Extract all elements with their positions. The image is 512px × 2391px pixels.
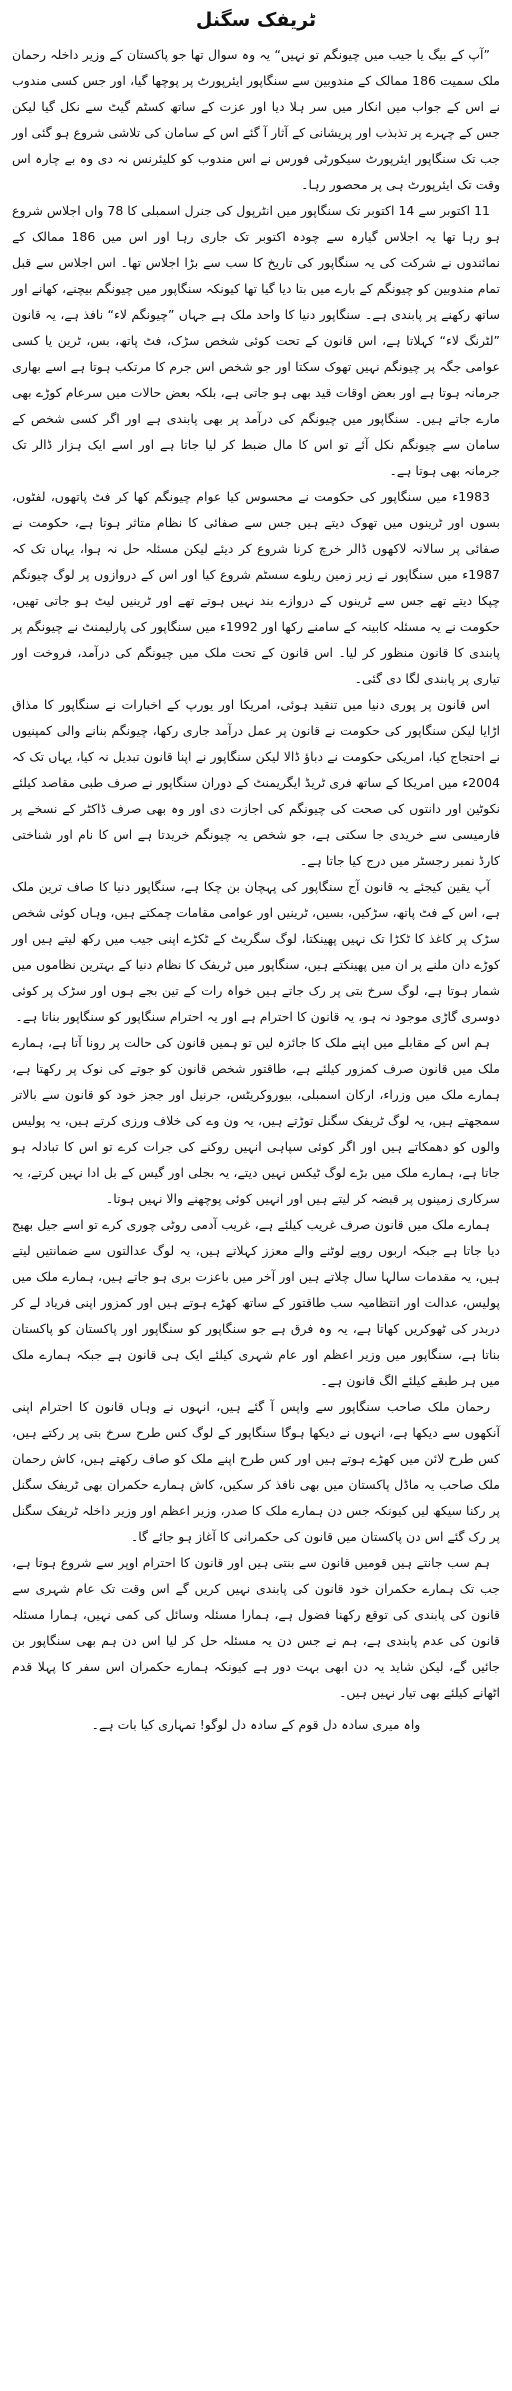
article-paragraph: اس قانون پر پوری دنیا میں تنقید ہوئی، امریکا اور یورپ کے اخبارات نے سنگاپور کا مذاق اڑایا لیکن سنگاپور کی حکومت نے قانون پر عمل درآمد جاری رکھا، چیونگم بنانے والی کمپنیوں نے احتجاج کیا، امریکی حکومت نے دباؤ ڈالا لیکن سنگاپور نے اپنا قانون تبدیل نہ کیا، یہاں تک کہ 2004ء میں امریکا کے ساتھ فری ٹریڈ ایگریمنٹ کے دوران سنگاپور نے صرف طبی مقاصد کیلئے نکوٹین اور دانتوں کی صحت کی چیونگم کی اجازت دی اور وہ بھی صرف ڈاکٹر کے نسخے پر فارمیسی سے خریدی جا سکتی ہے، جو شخص یہ چیونگم خریدتا ہے اس کا نام اور شناختی کارڈ نمبر رجسٹر میں درج کیا جاتا ہے۔ bbox=[12, 697, 500, 868]
article-paragraph: 11 اکتوبر سے 14 اکتوبر تک سنگاپور میں انٹرپول کی جنرل اسمبلی کا 78 واں اجلاس شروع ہو رہا تھا یہ اجلاس گیارہ سے چودہ اکتوبر تک جاری رہا اور اس میں 186 ممالک کے نمائندوں نے شرکت کی یہ سنگاپور کی تاریخ کا سب سے بڑا اجلاس تھا۔ اس اجلاس سے قبل تمام مندوبین کو چیونگم کے بارے میں بتا دیا گیا تھا کیونکہ سنگاپور میں چیونگم بیچنے، کھانے اور ساتھ رکھنے پر پابندی ہے۔ سنگاپور دنیا کا واحد ملک ہے جہاں ”چیونگم لاء“ نافذ ہے، یہ قانون ”لٹرنگ لاء“ کہلاتا ہے، اس قانون کے تحت کوئی شخص سڑک، فٹ پاتھ، بس، ٹرین یا کسی عوامی جگہ پر چیونگم نہیں تھوک سکتا اور جو شخص اس جرم کا مرتکب ہوتا ہے اسے بھاری جرمانہ ہوتا ہے اور بعض اوقات قید بھی ہو جاتی ہے، بلکہ بعض حالات میں سرعام کوڑے بھی مارے جاتے ہیں۔ سنگاپور میں چیونگم کی درآمد پر بھی پابندی ہے اور اگر کسی شخص کے سامان سے چیونگم نکل آئے تو اس کا مال ضبط کر لیا جاتا ہے اور اسے ایک ہزار ڈالر تک جرمانہ بھی ہوتا ہے۔ bbox=[12, 203, 500, 478]
article-paragraph: رحمان ملک صاحب سنگاپور سے واپس آ گئے ہیں، انہوں نے وہاں قانون کا احترام اپنی آنکھوں سے دیکھا ہے، انہوں نے دیکھا ہوگا سنگاپور کے لوگ کس طرح سرخ بتی پر رکتے ہیں، کس طرح لائن میں کھڑے ہوتے ہیں اور کس طرح اپنے ملک کو صاف رکھتے ہیں، کاش رحمان ملک صاحب یہ ماڈل پاکستان میں بھی نافذ کر سکیں، کاش ہمارے حکمران بھی ٹریفک سگنل پر رکنا سیکھ لیں کیونکہ جس دن ہمارے ملک کا صدر، وزیر اعظم اور وزیر داخلہ ٹریفک سگنل پر رک گئے اس دن پاکستان میں قانون کی حکمرانی کا آغاز ہو جائے گا۔ bbox=[12, 1399, 500, 1544]
article-title: ٹریفک سگنل bbox=[195, 9, 317, 31]
article-paragraph: ہم اس کے مقابلے میں اپنے ملک کا جائزہ لیں تو ہمیں قانون کی حالت پر رونا آتا ہے، ہمارے ملک میں قانون صرف کمزور کیلئے ہے، طاقتور شخص قانون کو جوتے کی نوک پر رکھتا ہے، ہمارے ملک میں وزراء، ارکان اسمبلی، بیوروکریٹس، جرنیل اور ججز خود کو قانون سے بالاتر سمجھتے ہیں، یہ لوگ ٹریفک سگنل توڑتے ہیں، یہ ون وے کی خلاف ورزی کرتے ہیں، یہ پولیس والوں کو دھمکاتے ہیں اور اگر کوئی سپاہی انہیں روکنے کی جرات کرے تو اس کا تبادلہ ہو جاتا ہے، ہمارے ملک میں بڑے لوگ ٹیکس نہیں دیتے، یہ بجلی اور گیس کے بل ادا نہیں کرتے، یہ سرکاری زمینوں پر قبضہ کر لیتے ہیں اور انہیں کوئی پوچھنے والا نہیں ہوتا۔ bbox=[12, 1035, 500, 1206]
article-paragraph: ہمارے ملک میں قانون صرف غریب کیلئے ہے، غریب آدمی روٹی چوری کرے تو اسے جیل بھیج دیا جاتا ہے جبکہ اربوں روپے لوٹنے والے معزز کہلاتے ہیں، یہ لوگ عدالتوں سے ضمانتیں لیتے ہیں، یہ مقدمات سالہا سال چلاتے ہیں اور آخر میں باعزت بری ہو جاتے ہیں، ہمارے ملک میں پولیس، عدالت اور انتظامیہ سب طاقتور کے ساتھ کھڑے ہوتے ہیں اور کمزور اپنی فریاد لے کر دربدر کی ٹھوکریں کھاتا ہے، یہ وہ فرق ہے جو سنگاپور کو سنگاپور اور پاکستان کو پاکستان بناتا ہے، سنگاپور میں وزیر اعظم اور عام شہری کیلئے ایک ہی قانون ہے جبکہ ہمارے ملک میں ہر طبقے کیلئے الگ قانون ہے۔ bbox=[12, 1217, 500, 1388]
article-paragraph: 1983ء میں سنگاپور کی حکومت نے محسوس کیا عوام چیونگم کھا کر فٹ پاتھوں، لفٹوں، بسوں اور ٹرینوں میں تھوک دیتے ہیں جس سے صفائی کا نظام متاثر ہوتا ہے، حکومت نے صفائی پر سالانہ لاکھوں ڈالر خرچ کرنا شروع کر دیئے لیکن مسئلہ حل نہ ہوا، یہاں تک کہ 1987ء میں سنگاپور نے زیر زمین ریلوے سسٹم شروع کیا اور اس کے دروازوں پر لوگ چیونگم چپکا دیتے تھے جس سے ٹرینوں کے دروازے بند نہیں ہوتے تھے اور ٹرینیں لیٹ ہو جاتی تھیں، حکومت نے یہ مسئلہ کابینہ کے سامنے رکھا اور 1992ء میں سنگاپور کی پارلیمنٹ نے چیونگم پر پابندی کا قانون منظور کر لیا۔ اس قانون کے تحت ملک میں چیونگم کی درآمد، فروخت اور تیاری پر پابندی لگا دی گئی۔ bbox=[12, 489, 500, 686]
article-paragraph: ہم سب جانتے ہیں قومیں قانون سے بنتی ہیں اور قانون کا احترام اوپر سے شروع ہوتا ہے، جب تک ہمارے حکمران خود قانون کی پابندی نہیں کریں گے اس وقت تک عام شہری سے قانون کی پابندی کی توقع رکھنا فضول ہے، ہمارا مسئلہ وسائل کی کمی نہیں، ہمارا مسئلہ قانون کی عدم پابندی ہے، ہم نے جس دن یہ مسئلہ حل کر لیا اس دن ہم بھی سنگاپور بن جائیں گے، لیکن شاید یہ دن ابھی بہت دور ہے کیونکہ ہمارے حکمران اس سفر کا پہلا قدم اٹھانے کیلئے بھی تیار نہیں ہیں۔ bbox=[12, 1555, 500, 1700]
article-paragraph: ”آپ کے بیگ یا جیب میں چیونگم تو نہیں“ یہ وہ سوال تھا جو پاکستان کے وزیر داخلہ رحمان ملک سمیت 186 ممالک کے مندوبین سے سنگاپور ایئرپورٹ پر پوچھا گیا، اور جس کسی مندوب نے اس کے جواب میں انکار میں سر ہلا دیا اور عزت کے ساتھ کسٹم گیٹ سے نکل گیا لیکن جس کے چہرے پر تذبذب اور پریشانی کے آثار آ گئے اس کے سامان کی تلاشی شروع ہو گئی اور جب تک سنگاپور ایئرپورٹ سیکورٹی فورس نے اس مندوب کو کلیئرنس نہ دی وہ بے چارہ اس وقت تک ایئرپورٹ ہی پر محصور رہا۔ bbox=[12, 47, 500, 192]
article-signoff: واہ میری سادہ دل قوم کے سادہ دل لوگو! تمہاری کیا بات ہے۔ bbox=[91, 1717, 421, 1732]
article-body bbox=[12, 42, 500, 1706]
article-paragraph: آپ یقین کیجئے یہ قانون آج سنگاپور کی پہچان بن چکا ہے، سنگاپور دنیا کا صاف ترین ملک ہے، اس کے فٹ پاتھ، سڑکیں، بسیں، ٹرینیں اور عوامی مقامات چمکتے ہیں، وہاں کوئی شخص سڑک پر کاغذ کا ٹکڑا تک نہیں پھینکتا، لوگ سگریٹ کے ٹکڑے اپنی جیب میں رکھ لیتے ہیں اور کوڑے دان ملنے پر ان میں پھینکتے ہیں، سنگاپور میں ٹریفک کا نظام دنیا کے بہترین نظاموں میں شمار ہوتا ہے، لوگ سرخ بتی پر رک جاتے ہیں خواہ رات کے تین بجے ہوں اور سڑک پر کوئی دوسری گاڑی موجود نہ ہو، یہ قانون کا احترام ہے اور یہ احترام سنگاپور کو سنگاپور بناتا ہے۔ bbox=[11, 879, 500, 1024]
